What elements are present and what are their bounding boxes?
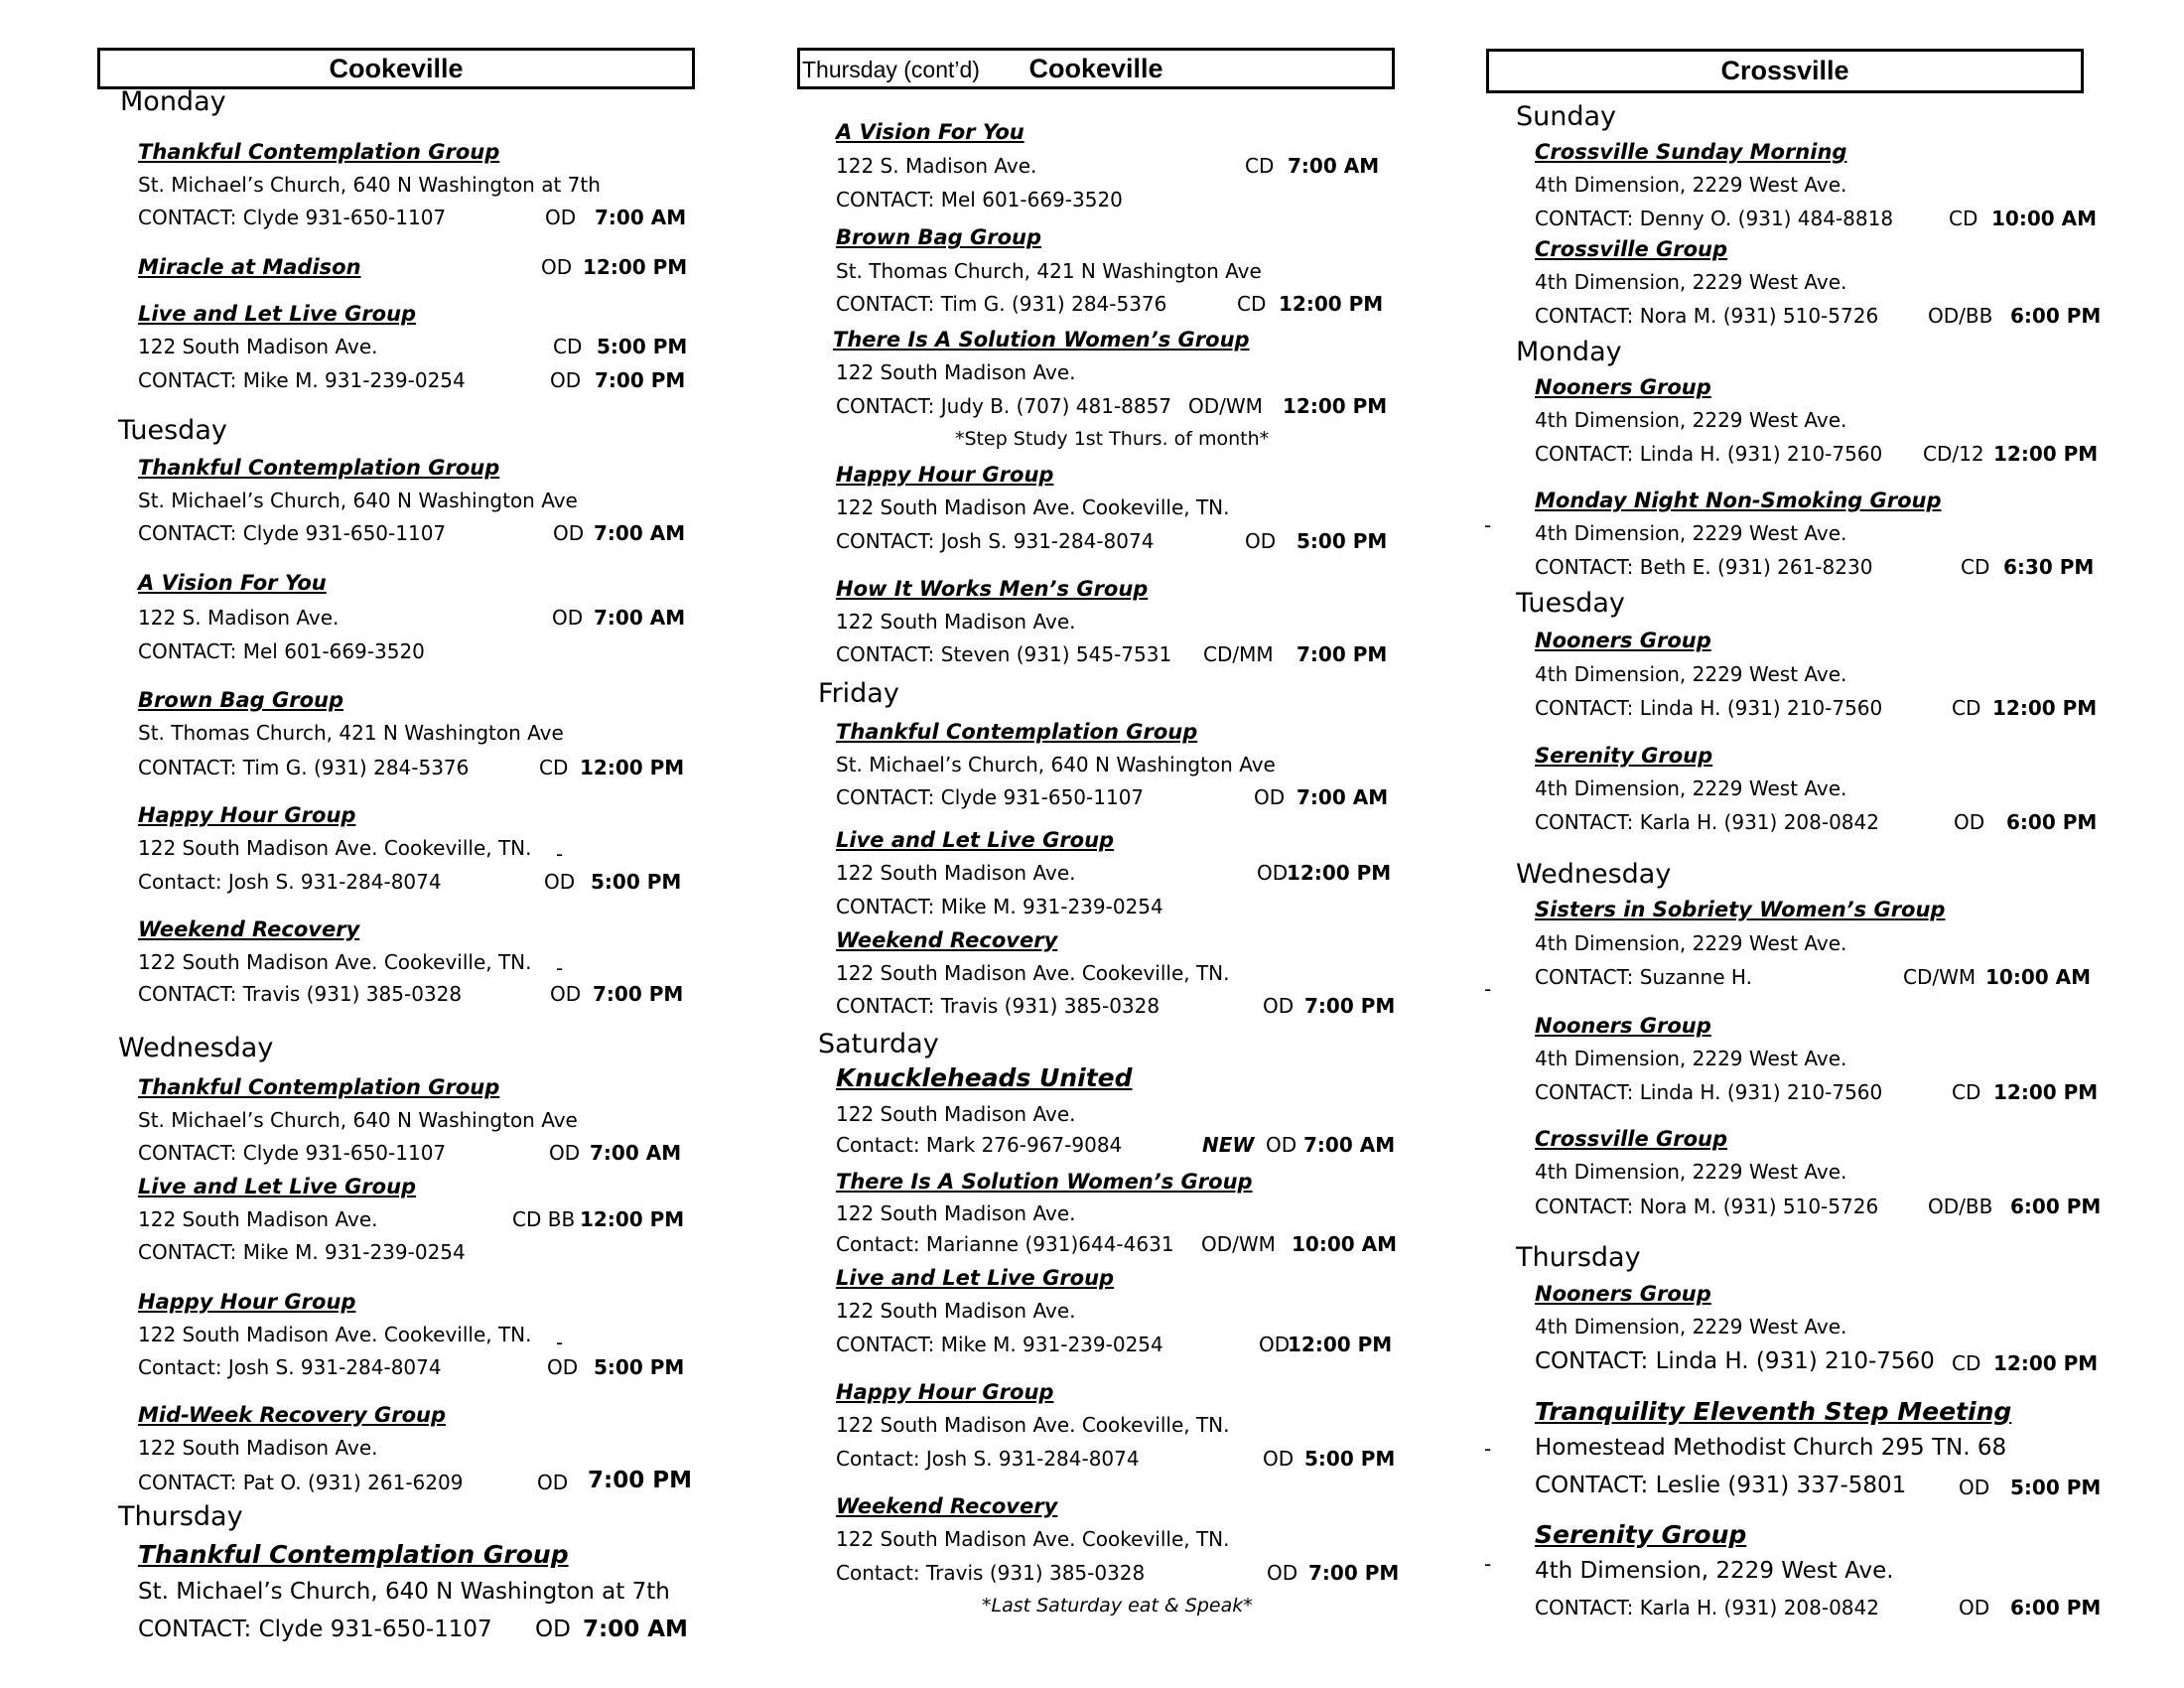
address: St. Thomas Church, 421 N Washington Ave xyxy=(138,721,564,745)
meeting-type: OD xyxy=(549,1141,581,1165)
meeting-time: 7:00 AM xyxy=(1297,785,1389,809)
group-name: Thankful Contemplation Group xyxy=(138,1540,569,1569)
meeting-type: OD xyxy=(1254,785,1286,809)
meeting-time: 12:00 PM xyxy=(1283,394,1388,418)
group-name: Crossville Group xyxy=(1535,1127,1728,1151)
meeting-time: 7:00 AM xyxy=(590,1141,682,1165)
contact: CONTACT: Denny O. (931) 484-8818 xyxy=(1535,207,1894,230)
dash-mark: - xyxy=(1484,1552,1492,1576)
meeting-time: 5:00 PM xyxy=(597,335,688,358)
address: St. Michael’s Church, 640 N Washington at 7th xyxy=(138,1579,670,1605)
address: 122 South Madison Ave. xyxy=(138,335,378,358)
meeting-time: 12:00 PM xyxy=(1993,442,2099,466)
contact: Contact: Marianne (931)644-4631 xyxy=(836,1232,1174,1256)
address: 122 South Madison Ave. xyxy=(836,1299,1076,1323)
meeting-time: 5:00 PM xyxy=(594,1355,685,1379)
header-title: Cookeville xyxy=(329,53,464,83)
meeting-time: 5:00 PM xyxy=(591,870,682,894)
meeting-time: 7:00 AM xyxy=(595,206,687,229)
address: 122 South Madison Ave. Cookeville, TN. xyxy=(138,836,532,860)
meeting-type: OD xyxy=(1245,529,1277,553)
day-heading: Thursday xyxy=(1516,1242,1641,1273)
address: 122 South Madison Ave. Cookeville, TN. xyxy=(836,1413,1230,1437)
meeting-time: 6:00 PM xyxy=(2010,1596,2102,1619)
contact: CONTACT: Linda H. (931) 210-7560 xyxy=(1535,696,1883,720)
group-name: Live and Let Live Group xyxy=(836,1266,1115,1290)
group-name: How It Works Men’s Group xyxy=(836,577,1149,601)
meeting-type: OD xyxy=(1263,994,1295,1018)
meeting-time: 7:00 PM xyxy=(1308,1561,1400,1585)
address: 4th Dimension, 2229 West Ave. xyxy=(1535,1047,1847,1070)
contact: Contact: Travis (931) 385-0328 xyxy=(836,1561,1146,1585)
address: 4th Dimension, 2229 West Ave. xyxy=(1535,662,1847,686)
address: 122 South Madison Ave. xyxy=(836,1102,1076,1126)
column-header xyxy=(797,48,1395,89)
address: 122 S. Madison Ave. xyxy=(836,154,1037,178)
address: 4th Dimension, 2229 West Ave. xyxy=(1535,776,1847,800)
group-name: Mid-Week Recovery Group xyxy=(138,1403,447,1427)
group-name: A Vision For You xyxy=(836,120,1024,144)
meeting-time: 6:00 PM xyxy=(2010,1195,2102,1218)
meeting-type: CD/12 xyxy=(1923,442,1984,466)
meeting-time: 7:00 AM xyxy=(594,606,686,630)
address: Homestead Methodist Church 295 TN. 68 xyxy=(1535,1435,2007,1461)
address: 122 South Madison Ave. xyxy=(138,1436,378,1460)
dash-mark: - xyxy=(556,1331,564,1354)
group-name: There Is A Solution Women’s Group xyxy=(836,1170,1253,1194)
group-name: Tranquility Eleventh Step Meeting xyxy=(1535,1397,2012,1426)
meeting-type: OD xyxy=(1266,1133,1297,1157)
contact: CONTACT: Mel 601-669-3520 xyxy=(836,188,1123,211)
address: 4th Dimension, 2229 West Ave. xyxy=(1535,1160,1847,1184)
day-heading: Sunday xyxy=(1516,101,1617,132)
contact: CONTACT: Tim G. (931) 284-5376 xyxy=(836,292,1167,316)
address: 122 South Madison Ave. Cookeville, TN. xyxy=(836,961,1230,985)
address: 4th Dimension, 2229 West Ave. xyxy=(1535,521,1847,545)
address: 122 South Madison Ave. Cookeville, TN. xyxy=(836,1527,1230,1551)
meeting-time: 6:00 PM xyxy=(2006,810,2098,834)
address: 4th Dimension, 2229 West Ave. xyxy=(1535,270,1847,294)
contact: CONTACT: Karla H. (931) 208-0842 xyxy=(1535,1596,1879,1619)
contact: CONTACT: Steven (931) 545-7531 xyxy=(836,642,1172,666)
contact: CONTACT: Nora M. (931) 510-5726 xyxy=(1535,304,1879,328)
meeting-type: OD xyxy=(1267,1561,1298,1585)
group-name: Brown Bag Group xyxy=(138,688,343,712)
group-name: Weekend Recovery xyxy=(836,928,1058,952)
meeting-time: 7:00 AM xyxy=(583,1617,688,1642)
meeting-type: CD xyxy=(1949,207,1979,230)
meeting-time: 5:00 PM xyxy=(1304,1447,1396,1471)
group-name: Knuckleheads United xyxy=(836,1063,1133,1092)
contact: CONTACT: Clyde 931-650-1107 xyxy=(138,1141,447,1165)
meeting-type: OD xyxy=(553,521,585,545)
meeting-type: OD xyxy=(1954,810,1985,834)
group-name: Brown Bag Group xyxy=(836,225,1041,249)
meeting-time: 7:00 AM xyxy=(594,521,686,545)
meeting-type: CD xyxy=(1245,154,1275,178)
address: 122 South Madison Ave. xyxy=(138,1207,378,1231)
group-name: Serenity Group xyxy=(1535,744,1713,768)
group-name: Weekend Recovery xyxy=(836,1494,1058,1518)
group-name: Thankful Contemplation Group xyxy=(836,720,1198,744)
meeting-type: CD xyxy=(539,756,569,779)
meeting-type: OD xyxy=(1263,1447,1295,1471)
address: 4th Dimension, 2229 West Ave. xyxy=(1535,1558,1894,1584)
dash-mark: - xyxy=(1484,1437,1492,1461)
meeting-type: OD xyxy=(1959,1596,1990,1619)
group-name: A Vision For You xyxy=(138,571,327,595)
group-name: Happy Hour Group xyxy=(836,1380,1054,1404)
meeting-type: OD xyxy=(537,1471,569,1494)
address: 122 South Madison Ave. Cookeville, TN. xyxy=(138,1323,532,1346)
day-heading: Wednesday xyxy=(118,1033,274,1063)
day-heading: Tuesday xyxy=(118,415,227,446)
meeting-time: 7:00 PM xyxy=(588,1468,692,1493)
day-heading: Saturday xyxy=(818,1029,939,1059)
meeting-type: CD/MM xyxy=(1203,642,1274,666)
contact: CONTACT: Clyde 931-650-1107 xyxy=(138,1617,492,1642)
column-header xyxy=(97,48,695,89)
address: 4th Dimension, 2229 West Ave. xyxy=(1535,408,1847,432)
meeting-time: 7:00 PM xyxy=(1297,642,1388,666)
group-name: Happy Hour Group xyxy=(138,803,356,827)
group-name: Monday Night Non-Smoking Group xyxy=(1535,489,1942,512)
meeting-type: OD xyxy=(535,1617,571,1642)
meeting-time: 7:00 AM xyxy=(1288,154,1380,178)
contact: Contact: Josh S. 931-284-8074 xyxy=(836,1447,1140,1471)
contact: CONTACT: Suzanne H. xyxy=(1535,965,1752,989)
address: 122 South Madison Ave. xyxy=(836,1201,1076,1225)
address: 122 South Madison Ave. xyxy=(836,861,1076,885)
contact: CONTACT: Leslie (931) 337-5801 xyxy=(1535,1473,1907,1498)
dash-mark: - xyxy=(556,842,564,866)
group-name: Miracle at Madison xyxy=(138,255,361,279)
contact: CONTACT: Clyde 931-650-1107 xyxy=(836,785,1145,809)
meeting-type: OD xyxy=(1259,1333,1291,1356)
meeting-type: OD xyxy=(1959,1476,1990,1499)
meeting-time: 12:00 PM xyxy=(1993,1080,2099,1104)
contact: CONTACT: Mel 601-669-3520 xyxy=(138,639,425,663)
contact: CONTACT: Travis (931) 385-0328 xyxy=(836,994,1160,1018)
meeting-type: CD BB xyxy=(512,1207,576,1231)
meeting-time: 7:00 PM xyxy=(1304,994,1396,1018)
meeting-type: OD xyxy=(541,255,573,279)
meeting-time: 12:00 PM xyxy=(1288,1333,1393,1356)
day-heading: Wednesday xyxy=(1516,859,1672,890)
meeting-type: OD xyxy=(547,1355,579,1379)
group-name: Thankful Contemplation Group xyxy=(138,456,500,480)
day-heading: Monday xyxy=(1516,337,1622,367)
contact: CONTACT: Nora M. (931) 510-5726 xyxy=(1535,1195,1879,1218)
contact: Contact: Josh S. 931-284-8074 xyxy=(138,870,442,894)
meeting-type: OD/WM xyxy=(1188,394,1263,418)
address: St. Michael’s Church, 640 N Washington at 7th xyxy=(138,173,601,197)
group-name: Thankful Contemplation Group xyxy=(138,140,500,164)
header-title: Crossville xyxy=(1720,56,1849,85)
address: 122 S. Madison Ave. xyxy=(138,606,340,630)
day-heading: Tuesday xyxy=(1516,588,1625,619)
meeting-time: 12:00 PM xyxy=(1287,861,1392,885)
address: St. Michael’s Church, 640 N Washington Ave xyxy=(836,753,1276,776)
address: 4th Dimension, 2229 West Ave. xyxy=(1535,173,1847,197)
meeting-type: OD xyxy=(550,368,582,392)
dash-mark: - xyxy=(1484,977,1492,1001)
meeting-type: OD xyxy=(545,206,577,229)
header-prefix: Thursday (cont’d) xyxy=(802,57,980,82)
group-name: Happy Hour Group xyxy=(138,1290,356,1314)
meeting-type: OD xyxy=(544,870,576,894)
meeting-type: OD/BB xyxy=(1928,1195,1993,1218)
contact: CONTACT: Linda H. (931) 210-7560 xyxy=(1535,1348,1935,1374)
group-name: Thankful Contemplation Group xyxy=(138,1075,500,1099)
address: 122 South Madison Ave. Cookeville, TN. xyxy=(138,950,532,974)
meeting-time: 10:00 AM xyxy=(1991,207,2098,230)
group-name: There Is A Solution Women’s Group xyxy=(833,328,1250,352)
address: 4th Dimension, 2229 West Ave. xyxy=(1535,931,1847,955)
meeting-time: 12:00 PM xyxy=(580,1207,685,1231)
column-header xyxy=(1486,49,2084,93)
group-name: Live and Let Live Group xyxy=(836,828,1115,852)
group-name: Nooners Group xyxy=(1535,629,1711,652)
group-name: Sisters in Sobriety Women’s Group xyxy=(1535,898,1946,921)
contact: CONTACT: Mike M. 931-239-0254 xyxy=(836,895,1163,918)
meeting-time: 5:00 PM xyxy=(1297,529,1388,553)
dash-mark: - xyxy=(556,956,564,980)
address: 4th Dimension, 2229 West Ave. xyxy=(1535,1315,1847,1338)
group-name: Live and Let Live Group xyxy=(138,1175,417,1198)
meeting-type: CD/WM xyxy=(1903,965,1977,989)
contact: CONTACT: Mike M. 931-239-0254 xyxy=(138,1240,466,1264)
address: St. Michael’s Church, 640 N Washington Ave xyxy=(138,1108,578,1132)
address: St. Michael’s Church, 640 N Washington Ave xyxy=(138,489,578,512)
group-name: Happy Hour Group xyxy=(836,463,1054,487)
contact: CONTACT: Clyde 931-650-1107 xyxy=(138,521,447,545)
meeting-type: CD xyxy=(1952,696,1981,720)
contact: CONTACT: Beth E. (931) 261-8230 xyxy=(1535,555,1873,579)
meeting-time: 12:00 PM xyxy=(1993,1351,2099,1375)
meeting-time: 7:00 AM xyxy=(1303,1133,1396,1157)
meeting-type: OD xyxy=(550,982,582,1006)
group-name: Serenity Group xyxy=(1535,1520,1747,1549)
meeting-time: 7:00 PM xyxy=(595,368,686,392)
new-badge: NEW xyxy=(1202,1133,1255,1157)
contact: CONTACT: Travis (931) 385-0328 xyxy=(138,982,463,1006)
group-name: Nooners Group xyxy=(1535,1014,1711,1038)
day-heading: Monday xyxy=(120,86,226,117)
meeting-time: 12:00 PM xyxy=(1279,292,1384,316)
meeting-time: 6:30 PM xyxy=(2003,555,2095,579)
contact: CONTACT: Mike M. 931-239-0254 xyxy=(138,368,466,392)
meeting-type: CD xyxy=(1237,292,1267,316)
dash-mark: - xyxy=(1484,513,1492,537)
group-name: Nooners Group xyxy=(1535,1282,1711,1306)
meeting-time: 7:00 PM xyxy=(593,982,684,1006)
address: 122 South Madison Ave. xyxy=(836,360,1076,384)
address: 122 South Madison Ave. xyxy=(836,610,1076,633)
contact: Contact: Mark 276-967-9084 xyxy=(836,1133,1123,1157)
address: 122 South Madison Ave. Cookeville, TN. xyxy=(836,495,1230,519)
meeting-type: CD xyxy=(1952,1351,1981,1375)
group-name: Live and Let Live Group xyxy=(138,302,417,326)
meeting-time: 10:00 AM xyxy=(1292,1232,1398,1256)
group-name: Crossville Sunday Morning xyxy=(1535,140,1847,164)
header-title: Cookeville xyxy=(1028,53,1163,83)
contact: CONTACT: Karla H. (931) 208-0842 xyxy=(1535,810,1879,834)
meeting-type: CD xyxy=(1961,555,1990,579)
meeting-type: CD xyxy=(1952,1080,1981,1104)
contact: CONTACT: Judy B. (707) 481-8857 xyxy=(836,394,1172,418)
meeting-type: OD/BB xyxy=(1928,304,1993,328)
meeting-time: 12:00 PM xyxy=(580,756,685,779)
note: *Step Study 1st Thurs. of month* xyxy=(955,428,1270,450)
meeting-time: 12:00 PM xyxy=(583,255,688,279)
meeting-time: 12:00 PM xyxy=(1992,696,2098,720)
group-name: Nooners Group xyxy=(1535,375,1711,399)
meeting-type: CD xyxy=(553,335,583,358)
contact: CONTACT: Linda H. (931) 210-7560 xyxy=(1535,442,1883,466)
meeting-time: 10:00 AM xyxy=(1985,965,2092,989)
group-name: Weekend Recovery xyxy=(138,917,360,941)
contact: CONTACT: Clyde 931-650-1107 xyxy=(138,206,447,229)
meeting-time: 6:00 PM xyxy=(2010,304,2102,328)
day-heading: Friday xyxy=(818,678,899,709)
meeting-type: OD xyxy=(1257,861,1289,885)
contact: CONTACT: Linda H. (931) 210-7560 xyxy=(1535,1080,1883,1104)
group-name: Crossville Group xyxy=(1535,237,1728,261)
day-heading: Thursday xyxy=(118,1501,243,1532)
meeting-time: 5:00 PM xyxy=(2010,1476,2102,1499)
contact: CONTACT: Pat O. (931) 261-6209 xyxy=(138,1471,464,1494)
address: St. Thomas Church, 421 N Washington Ave xyxy=(836,259,1262,283)
meeting-type: OD xyxy=(552,606,584,630)
contact: Contact: Josh S. 931-284-8074 xyxy=(138,1355,442,1379)
contact: CONTACT: Tim G. (931) 284-5376 xyxy=(138,756,470,779)
contact: CONTACT: Mike M. 931-239-0254 xyxy=(836,1333,1163,1356)
meeting-type: OD/WM xyxy=(1201,1232,1276,1256)
contact: CONTACT: Josh S. 931-284-8074 xyxy=(836,529,1155,553)
note: *Last Saturday eat & Speak* xyxy=(982,1595,1253,1617)
